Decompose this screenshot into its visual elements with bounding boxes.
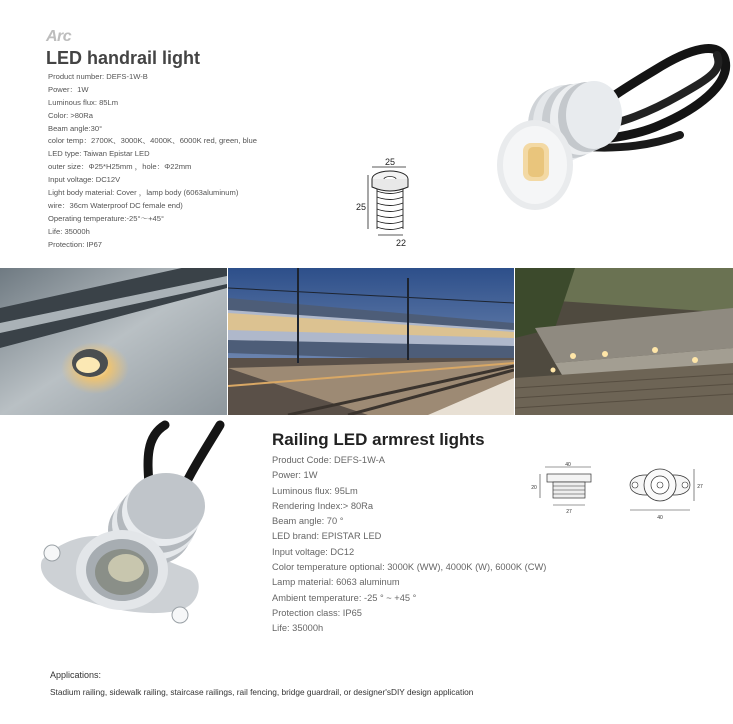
product1-spec-list (48, 71, 378, 251)
spec-line: Input voltage: DC12V (48, 175, 121, 185)
spec-line: Light body material: Cover ，lamp body (6063aluminum) (48, 188, 239, 198)
product2-image (30, 420, 260, 640)
applications-text: Stadium railing, sidewalk railing, staircase railings, rail fencing, bridge guardrail, or designer'sDIY design application (50, 687, 474, 697)
spec-line: Beam angle: 70 ° (272, 516, 344, 527)
brand-name: Arc (46, 28, 72, 45)
dimension-drawing-side (525, 460, 610, 525)
spec-line: Protection class: IP65 (272, 607, 362, 618)
spec-line: Beam angle:30° (48, 123, 103, 133)
spec-line: LED type: Taiwan Epistar LED (48, 149, 150, 159)
handrail-photo (0, 268, 227, 415)
spec-line: Input voltage: DC12 (272, 546, 355, 557)
spec-line: Power: 1W (272, 470, 318, 481)
spec-line: Color: >80Ra (48, 110, 93, 120)
spec-line: wire：36cm Waterproof DC female end) (48, 200, 183, 210)
product-title: LED handrail light (46, 48, 201, 68)
dimension-drawing-front (620, 455, 705, 525)
spec-line: Product Code: DEFS-1W-A (272, 455, 385, 465)
dim-side-left-label: 20 (531, 485, 537, 491)
spec-line: Ambient temperature: -25 ° ~ +45 ° (272, 592, 417, 603)
spec-line: outer size：Φ25*H25mm ，hole：Φ22mm (48, 162, 192, 172)
spec-line: Color temperature optional: 3000K (WW), 4000K (W), 6000K (CW) (272, 562, 547, 573)
dim-side-bottom-label: 27 (566, 509, 572, 515)
dim-front-bottom-label: 40 (657, 515, 663, 521)
dim-top-label: 25 (384, 157, 396, 167)
railway-platform-photo (228, 268, 514, 415)
deck-stairs-photo (515, 268, 733, 415)
spec-line: Life: 35000h (48, 226, 90, 236)
spec-line: Luminous flux: 85Lm (48, 97, 119, 107)
product2-title: Railing LED armrest lights (272, 430, 485, 449)
spec-line: LED brand: EPISTAR LED (272, 531, 382, 542)
dim-front-right-label: 27 (697, 484, 703, 490)
spec-line: Rendering Index:> 80Ra (272, 500, 374, 511)
product1-image (455, 30, 733, 230)
spec-line: Lamp material: 6063 aluminum (272, 577, 400, 588)
dim-side-label: 25 (355, 202, 367, 212)
spec-line: Operating temperature:-25°～+45° (48, 213, 165, 223)
spec-line: Luminous flux: 95Lm (272, 485, 358, 496)
spec-line: Power：1W (48, 84, 89, 94)
spec-line: color temp：2700K、3000K、4000K、6000K red, green, blue (48, 136, 257, 146)
dim-side-top-label: 40 (565, 462, 571, 468)
spec-line: Product number: DEFS-1W-B (48, 72, 148, 81)
dimension-drawing-1 (350, 155, 430, 250)
dim-bottom-label: 22 (395, 238, 407, 248)
spec-line: Protection: IP67 (48, 239, 103, 249)
spec-line: Life: 35000h (272, 623, 324, 634)
applications-heading: Applications: (50, 670, 102, 680)
